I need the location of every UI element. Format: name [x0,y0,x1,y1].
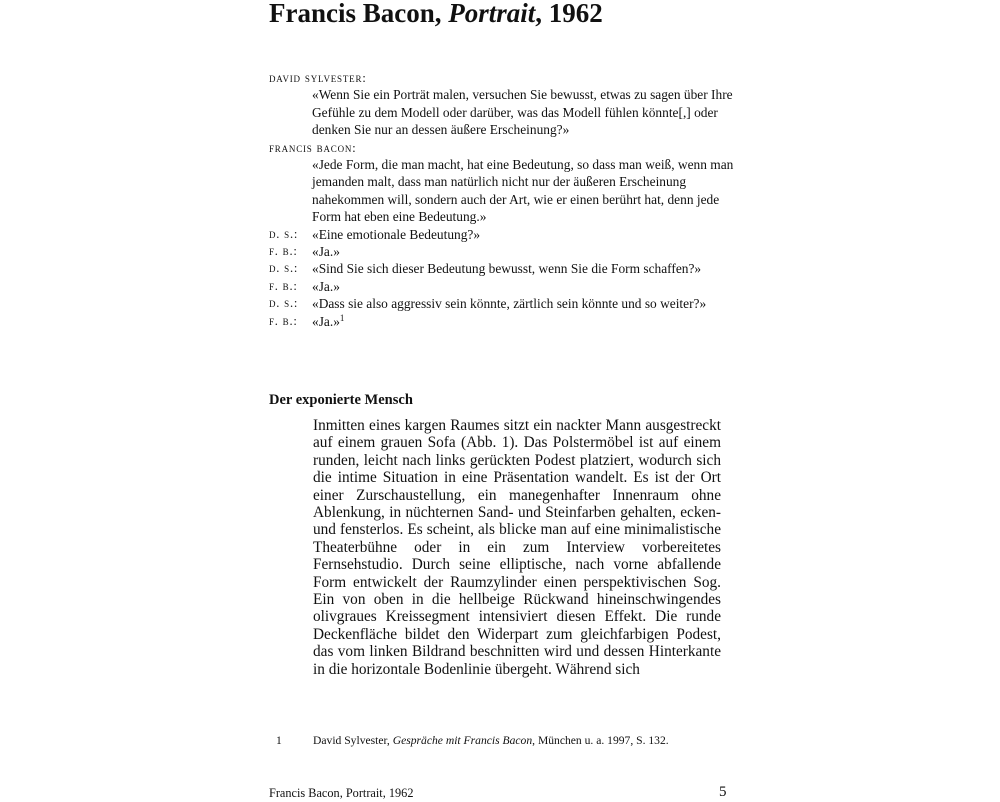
footnote-citation: , München u. a. 1997, S. 132. [532,734,669,747]
footnote-author: David Sylvester, [313,734,393,747]
dialogue-turn [269,278,739,295]
turn-text: «Ja.» [312,313,340,329]
speaker-abbr: d. s.: [269,261,299,276]
section-heading: Der exponierte Mensch [269,392,413,408]
turn-text: «Ja.» [312,278,340,294]
speaker-abbr: d. s.: [269,296,299,311]
title-prefix: Francis Bacon, [269,0,449,28]
footnote-book-title: Gespräche mit Francis Bacon [392,734,533,747]
dialogue-turn [269,313,739,330]
title-suffix: , 1962 [535,0,603,28]
turn-text: «Ja.» [312,244,340,260]
turn-text: «Sind Sie sich dieser Bedeutung bewusst, wenn Sie die Form schaffen?» [312,261,702,277]
speech-sylvester: «Wenn Sie ein Porträt malen, versuchen Sie bewusst, etwas zu sagen über Ihre Gefühle zu dem Modell oder darüber, was das Modell fühlen könnte[,] oder denken Sie nur an dessen äußere Erscheinung?» [312,87,733,138]
turn-text: «Dass sie also aggressiv sein könnte, zärtlich sein könnte und so weiter?» [312,296,707,312]
dialogue-turn [269,295,739,312]
footnote-number: 1 [276,734,282,747]
turn-text: «Eine emotionale Bedeutung?» [312,226,481,242]
speaker-abbr: f. b.: [269,244,298,259]
running-footer-title: Francis Bacon, Portrait, 1962 [269,786,414,800]
speech-bacon: «Jede Form, die man macht, hat eine Bedeutung, so dass man weiß, wenn man jemanden malt, dass man natürlich nicht nur der äußeren Erscheinung nahekommen will, sondern auch der Art, wie er einen berührt hat, denn jede Form hat eben eine Bedeutung.» [312,157,734,225]
speaker-abbr: f. b.: [269,313,298,328]
interview-excerpt [269,69,739,330]
speaker-label-sylvester: david sylvester: [269,70,367,85]
page-title [269,0,603,30]
dialogue-turn [269,260,739,277]
speaker-label-bacon: francis bacon: [269,139,357,155]
footnote-text [313,733,669,749]
page-number: 5 [719,784,727,800]
speaker-abbr: d. s.: [269,226,299,241]
footnote-reference[interactable]: 1 [339,312,345,323]
speaker-abbr: f. b.: [269,278,298,293]
body-paragraph: Inmitten eines kargen Raumes sitzt ein nackter Mann ausgestreckt auf einem grauen Sofa (Abb. 1). Das Polstermöbel ist auf einem runden, leicht nach links gerückten Podest platziert, wodurch sich die intime Situation in eine Präsentation wandelt. Es ist der Ort einer Zurschaustellung, ein manegenhafter Innenraum ohne Ablenkung, in nüchternen Sand- und Steinfarben gehalten, ecken- und fensterlos. Es scheint, als blicke man auf eine minimalistische Theaterbühne oder in ein zum Interview vorbereitetes Fernsehstudio. Durch seine elliptische, nach vorne abfallende Form entwickelt der Raumzylinder einen perspektivischen Sog. Ein von oben in die hellbeige Rückwand hineinschwingendes olivgraues Kreissegment intensiviert diesen Effekt. Die runde Deckenfläche bildet den Widerpart zum gleichfarbigen Podest, das vom linken Bildrand beschnitten wird und dessen Hinterkante in die horizontale Bodenlinie übergeht. Während sich [313,417,721,678]
dialogue-turn [269,243,739,260]
title-italic: Portrait [448,0,536,28]
dialogue-turn [269,226,739,243]
